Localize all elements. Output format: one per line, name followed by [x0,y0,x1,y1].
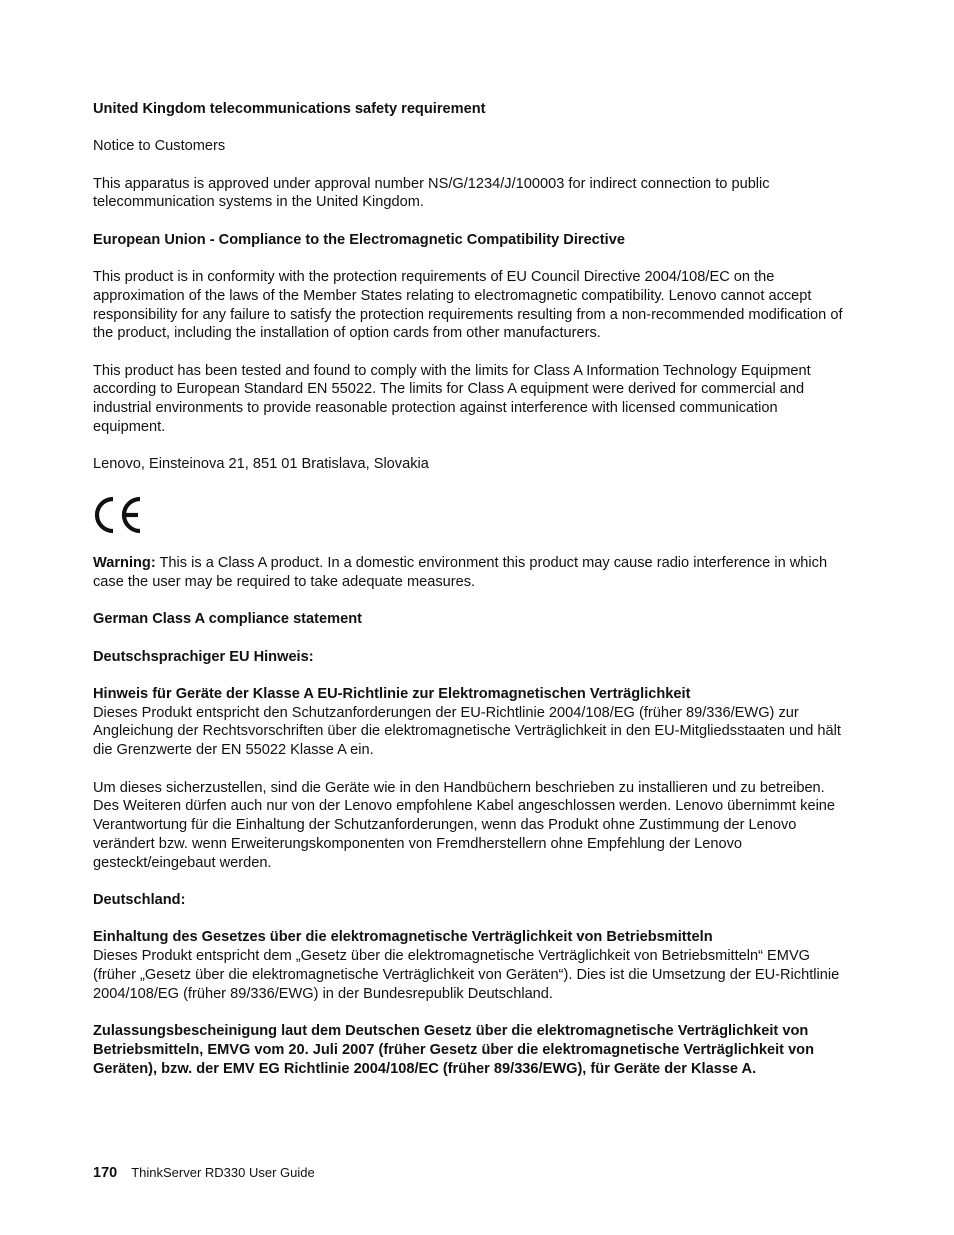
page-footer [93,1164,315,1182]
warning-label: Warning: [93,555,156,572]
german-heading: German Class A compliance statement [93,611,363,628]
warning-paragraph [93,554,853,592]
eu-paragraph-1: This product is in conformity with the protection requirements of EU Council Directive 2004/108/EC on the approximation of the laws of the Member States relating to electromagnetic compatibility. Lenovo cannot accept responsibility for any failure to satisfy the protection requirements resulting from a non-recommended modification of the product, including the installation of option cards from other manufacturers. [93,268,843,342]
zulassung-paragraph: Zulassungsbescheinigung laut dem Deutschen Gesetz über die elektromagnetische Verträglichkeit von Betriebsmitteln, EMVG vom 20. Juli 2007 (früher Gesetz über die elektromagnetische Verträglichkeit von Geräten), bzw. der EMV EG Richtlinie 2004/108/EC (früher 89/336/EWG), für Geräte der Klasse A. [93,1023,815,1077]
german-paragraph-2: Um dieses sicherzustellen, sind die Geräte wie in den Handbüchern beschrieben zu installieren und zu betreiben. Des Weiteren dürfen auch nur von der Lenovo empfohlene Kabel angeschlossen werden. Lenovo übernimmt keine Verantwortung für die Einhaltung der Schutzanforderungen, wenn das Produkt ohne Zustimmung der Lenovo verändert bzw. wenn Erweiterungskomponenten von Fremdherstellern ohne Empfehlung der Lenovo gesteckt/eingebaut werden. [93,779,836,871]
book-title: ThinkServer RD330 User Guide [131,1165,315,1180]
uk-notice: Notice to Customers [93,138,226,155]
hinweis-heading: Hinweis für Geräte der Klasse A EU-Richtlinie zur Elektromagnetischen Verträglichkeit [93,685,691,702]
ce-mark-icon [94,496,142,534]
uk-body: This apparatus is approved under approval number NS/G/1234/J/100003 for indirect connection to public telecommunication systems in the United Kingdom. [93,175,770,211]
gesetz-heading: Einhaltung des Gesetzes über die elektromagnetische Verträglichkeit von Betriebsmitteln [93,929,713,946]
page-content [93,100,853,1078]
eu-address: Lenovo, Einsteinova 21, 851 01 Bratislava, Slovakia [93,456,429,473]
eu-paragraph-2: This product has been tested and found to comply with the limits for Class A Information Technology Equipment according to European Standard EN 55022. The limits for Class A equipment were derived for commercial and industrial environments to provide reasonable protection against interference with licensed communication equipment. [93,362,811,436]
uk-heading: United Kingdom telecommunications safety requirement [93,101,486,117]
gesetz-body: Dieses Produkt entspricht dem „Gesetz über die elektromagnetische Verträglichkeit von Betriebsmitteln“ EMVG (früher „Gesetz über die elektromagnetische Verträglichkeit von Geräten“). Dies ist die Umsetzung der EU-Richtlinie 2004/108/EG (früher 89/336/EWG) in der Bundesrepublik Deutschland. [93,948,840,1002]
eu-heading: European Union - Compliance to the Electromagnetic Compatibility Directive [93,231,625,248]
deutschland-heading: Deutschland: [93,892,186,909]
page-number: 170 [93,1165,118,1181]
german-subheading: Deutschsprachiger EU Hinweis: [93,648,314,665]
hinweis-body: Dieses Produkt entspricht den Schutzanforderungen der EU-Richtlinie 2004/108/EG (früher 89/336/EWG) zur Angleichung der Rechtsvorschriften über die elektromagnetische Verträglichkeit in den EU-Mitgliedsstaaten und hält die Grenzwerte der EN 55022 Klasse A ein. [93,704,841,759]
warning-text: This is a Class A product. In a domestic environment this product may cause radio interference in which case the user may be required to take adequate measures. [93,555,828,590]
